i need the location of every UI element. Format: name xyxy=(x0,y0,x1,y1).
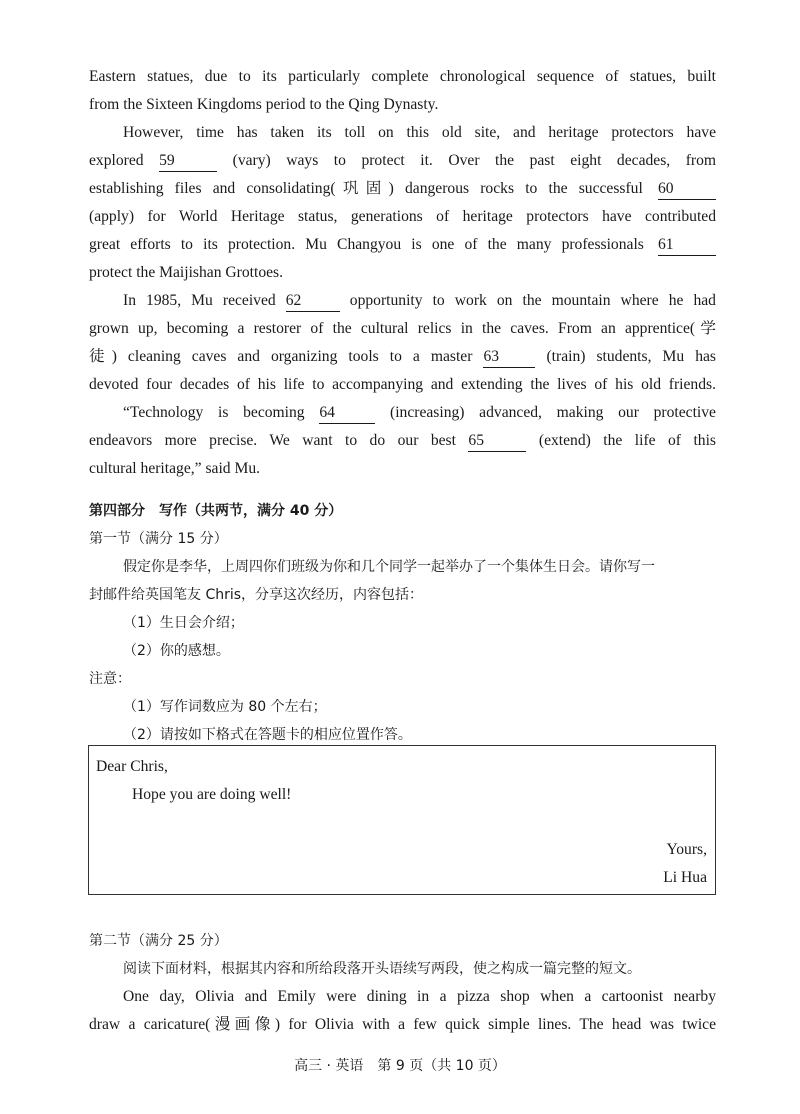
reading-passage xyxy=(89,63,716,749)
passage-line: However, time has taken its toll on this old site, and heritage protectors have xyxy=(123,124,716,141)
answer-blank-59[interactable]: 59 xyxy=(159,151,217,172)
passage-text: opportunity to work on the mountain where he had xyxy=(349,292,716,309)
passage-line: (apply) for World Heritage status, generations of heritage protectors have contributed xyxy=(89,208,716,225)
passage-line: cultural heritage,” said Mu. xyxy=(89,460,261,477)
instruction-text: 阅读下面材料，根据其内容和所给段落开头语续写两段，使之构成一篇完整的短文。 xyxy=(123,961,641,977)
answer-blank-65[interactable]: 65 xyxy=(468,431,526,452)
answer-blank-60[interactable]: 60 xyxy=(658,179,716,200)
page-footer: 高三 · 英语 第 9 页（共 10 页） xyxy=(294,1058,506,1074)
passage-text: (extend) the life of this xyxy=(538,432,716,449)
passage-line: Eastern statues, due to its particularly complete chronological sequence of statues, built xyxy=(89,68,716,85)
passage-line: protect the Maijishan Grottoes. xyxy=(89,264,284,281)
passage-text: establishing files and consolidating(巩固) dangerous rocks to the successful xyxy=(89,180,643,197)
passage-line xyxy=(89,175,716,203)
passage-line: grown up, becoming a restorer of the cultural relics in the caves. From an apprentice(学 xyxy=(89,320,716,337)
notes-label: 注意： xyxy=(89,671,131,687)
passage-line xyxy=(89,147,716,175)
section-title: 第二节（满分 25 分） xyxy=(89,933,228,949)
passage-text: In 1985, Mu received xyxy=(123,292,276,309)
passage-text: (train) students, Mu has xyxy=(546,348,716,365)
letter-template-box xyxy=(88,745,716,895)
answer-blank-63[interactable]: 63 xyxy=(483,347,535,368)
letter-greeting: Dear Chris, xyxy=(96,758,168,775)
passage-line xyxy=(89,343,716,371)
passage-line xyxy=(89,427,716,455)
letter-signature: Li Hua xyxy=(663,869,707,886)
passage-line xyxy=(89,231,716,259)
passage-text: 徒) cleaning caves and organizing tools to a master xyxy=(89,348,473,365)
answer-blank-61[interactable]: 61 xyxy=(658,235,716,256)
passage-line xyxy=(89,399,716,427)
prompt-text: 封邮件给英国笔友 Chris，分享这次经历，内容包括： xyxy=(89,587,424,603)
passage-text: (increasing) advanced, making our protective xyxy=(390,404,716,421)
prompt-text: 假定你是李华，上周四你们班级为你和几个同学一起举办了一个集体生日会。请你写一 xyxy=(123,559,655,575)
letter-closing: Yours, xyxy=(666,841,707,858)
answer-blank-62[interactable]: 62 xyxy=(286,291,340,312)
passage-text: “Technology is becoming xyxy=(123,404,305,421)
passage-text: (vary) ways to protect it. Over the past eight decades, from xyxy=(232,152,716,169)
content-item: （2）你的感想。 xyxy=(123,643,230,659)
passage-text: great efforts to its protection. Mu Changyou is one of the many professionals xyxy=(89,236,644,253)
answer-blank-64[interactable]: 64 xyxy=(319,403,375,424)
note-item: （2）请按如下格式在答题卡的相应位置作答。 xyxy=(123,727,412,743)
passage-text: explored xyxy=(89,152,144,169)
story-line: One day, Olivia and Emily were dining in a pizza shop when a cartoonist nearby xyxy=(123,988,716,1005)
passage-line xyxy=(89,287,716,315)
section-title: 第一节（满分 15 分） xyxy=(89,531,228,547)
story-line: draw a caricature(漫画像) for Olivia with a few quick simple lines. The head was twice xyxy=(89,1016,716,1033)
passage-text: endeavors more precise. We want to do our best xyxy=(89,432,456,449)
passage-line: from the Sixteen Kingdoms period to the Qing Dynasty. xyxy=(89,96,439,113)
letter-opening: Hope you are doing well! xyxy=(132,786,292,803)
content-item: （1）生日会介绍； xyxy=(123,615,244,631)
part-title: 第四部分 写作（共两节，满分 40 分） xyxy=(89,503,343,519)
passage-line: devoted four decades of his life to accompanying and extending the lives of his old friends. xyxy=(89,376,716,393)
section-two xyxy=(89,927,716,1039)
note-item: （1）写作词数应为 80 个左右； xyxy=(123,699,327,715)
